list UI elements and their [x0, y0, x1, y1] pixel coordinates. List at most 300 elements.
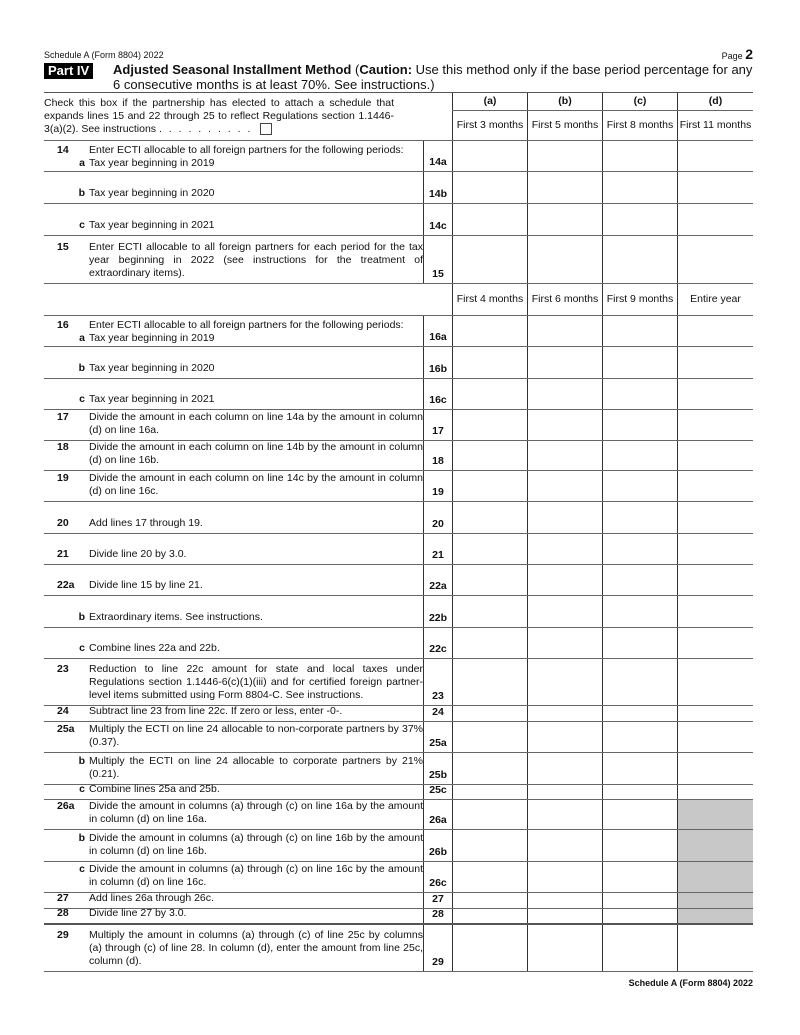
- amount-cell-c[interactable]: [602, 862, 677, 892]
- amount-cell-b[interactable]: [527, 659, 602, 705]
- line-description: Enter ECTI allocable to all foreign partners for each period for the tax year beginning in 2022 (see instructions for the treatment of extraordinary items).: [89, 241, 423, 279]
- line-number: [44, 832, 85, 858]
- amount-cell-d: [677, 800, 753, 829]
- amount-cell-d[interactable]: [677, 172, 753, 203]
- line-box-number: 28: [423, 909, 452, 923]
- line-description: Divide the amount in each column on line 14b by the amount in column (d) on line 16b.: [89, 441, 423, 466]
- table-row: [44, 502, 753, 534]
- table-row: [44, 596, 753, 628]
- page-num: 2: [745, 46, 753, 62]
- amount-cell-b[interactable]: [527, 925, 602, 971]
- table-row: [44, 441, 753, 471]
- line-description: Tax year beginning in 2020: [89, 362, 215, 374]
- row-label: [44, 830, 423, 861]
- amount-cell-d[interactable]: [677, 379, 753, 409]
- column-period: First 8 months: [602, 111, 677, 140]
- table-row: [44, 925, 753, 972]
- line-box-number: 22a: [423, 565, 452, 595]
- line-number: [44, 642, 85, 655]
- row-label: [44, 862, 423, 892]
- amount-cell-c[interactable]: [602, 925, 677, 971]
- amount-cell-c[interactable]: [602, 379, 677, 409]
- amount-cell-c[interactable]: [602, 659, 677, 705]
- line: [44, 907, 423, 920]
- row-label: [44, 347, 423, 378]
- line: [44, 783, 423, 796]
- line-number: [44, 907, 85, 920]
- amount-cell-b[interactable]: [527, 909, 602, 923]
- amount-cell-a[interactable]: [452, 347, 527, 378]
- amount-cell-a[interactable]: [452, 753, 527, 784]
- amount-cell-a[interactable]: [452, 204, 527, 235]
- line-box-number: 20: [423, 502, 452, 533]
- line-number-text: 23: [57, 663, 69, 675]
- row-label: [44, 596, 423, 627]
- amount-cell-a[interactable]: [452, 659, 527, 705]
- line-box-number: 26c: [423, 862, 452, 892]
- amount-cell-c[interactable]: [602, 706, 677, 721]
- line: [44, 755, 423, 781]
- line-description: Add lines 17 through 19.: [89, 517, 203, 529]
- form-name: Schedule A (Form 8804) 2022: [44, 50, 164, 60]
- line-number-text: 18: [57, 441, 69, 453]
- line-box-number: 25b: [423, 753, 452, 784]
- amount-cell-a[interactable]: [452, 722, 527, 752]
- line-number-text: 14: [57, 144, 69, 156]
- line-number-text: c: [79, 783, 85, 795]
- line-number-text: 15: [57, 241, 69, 253]
- amount-cell-d[interactable]: [677, 785, 753, 799]
- amount-cell-a[interactable]: [452, 830, 527, 861]
- row-label: [44, 706, 423, 721]
- line-description: Subtract line 23 from line 22c. If zero or less, enter -0-.: [89, 705, 343, 717]
- line-box-number: 25a: [423, 722, 452, 752]
- row-label: [44, 800, 423, 829]
- table-row: [44, 141, 753, 172]
- amount-cell-d[interactable]: [677, 502, 753, 533]
- line-number-text: c: [79, 642, 85, 654]
- amount-cell-a[interactable]: [452, 410, 527, 440]
- line-number: [44, 723, 85, 749]
- page-label: Page: [721, 51, 743, 61]
- amount-cell-c[interactable]: [602, 565, 677, 595]
- amount-cell-d[interactable]: [677, 565, 753, 595]
- row-label: [44, 172, 423, 203]
- line-number: [44, 863, 85, 889]
- line-description: Divide the amount in columns (a) through (c) on line 16b by the amount in column (d) on line 16b.: [89, 832, 423, 857]
- line-number: [44, 362, 85, 375]
- line: [44, 517, 423, 530]
- row-label: [44, 785, 423, 799]
- line-heading-text: Enter ECTI allocable to all foreign partners for the following periods:: [89, 144, 404, 156]
- table-row: [44, 722, 753, 753]
- amount-cell-b[interactable]: [527, 785, 602, 799]
- amount-cell-b[interactable]: [527, 800, 602, 829]
- line-description: Tax year beginning in 2021: [89, 219, 215, 231]
- column-period: First 5 months: [527, 111, 602, 140]
- rows: [44, 141, 753, 972]
- line-number-text: c: [79, 863, 85, 875]
- amount-cell-b[interactable]: [527, 534, 602, 564]
- amount-cell-d: [677, 830, 753, 861]
- line-number: [44, 548, 85, 561]
- line-description: Divide the amount in each column on line 14a by the amount in column (d) on line 16a.: [89, 411, 423, 436]
- table-row: [44, 753, 753, 785]
- line-number-text: c: [79, 219, 85, 231]
- amount-cell-b[interactable]: [527, 830, 602, 861]
- amount-cell-b[interactable]: [527, 379, 602, 409]
- line-heading: [44, 144, 423, 157]
- line-box-number: 27: [423, 893, 452, 908]
- worksheet-table: [44, 92, 753, 972]
- line-box-number: 23: [423, 659, 452, 705]
- amount-cell-b[interactable]: [527, 862, 602, 892]
- schedule-checkbox[interactable]: [260, 123, 272, 135]
- table-row: [44, 347, 753, 379]
- amount-cell-d[interactable]: [677, 925, 753, 971]
- line-description: Divide line 15 by line 21.: [89, 579, 203, 591]
- line-box-number: 26a: [423, 800, 452, 829]
- line-box-number: 14a: [423, 141, 452, 171]
- line-box-number: 22c: [423, 628, 452, 658]
- line: [44, 157, 423, 170]
- line-number-text: 26a: [57, 800, 75, 812]
- amount-cell-a[interactable]: [452, 925, 527, 971]
- amount-cell-b[interactable]: [527, 410, 602, 440]
- amount-cell-b[interactable]: [527, 722, 602, 752]
- line-box-number: 29: [423, 925, 452, 971]
- amount-cell-b[interactable]: [527, 565, 602, 595]
- amount-cell-d[interactable]: [677, 659, 753, 705]
- row-label: [44, 628, 423, 658]
- line-description: Add lines 26a through 26c.: [89, 892, 214, 904]
- line-box-number: 14c: [423, 204, 452, 235]
- line-number: [44, 705, 85, 718]
- row-label: [44, 534, 423, 564]
- amount-cell-d[interactable]: [677, 722, 753, 752]
- line-number-text: a: [79, 157, 85, 169]
- amount-cell-c[interactable]: [602, 893, 677, 908]
- line-number: [44, 411, 85, 437]
- amount-cell-c[interactable]: [602, 316, 677, 346]
- row-label: [44, 722, 423, 752]
- amount-cell-a[interactable]: [452, 596, 527, 627]
- line-number: [44, 332, 85, 345]
- amount-cell-d[interactable]: [677, 628, 753, 658]
- amount-cell-d[interactable]: [677, 441, 753, 470]
- line-number-text: 25a: [57, 723, 75, 735]
- table-row: [44, 909, 753, 925]
- line-number: [44, 579, 85, 592]
- amount-cell-c[interactable]: [602, 830, 677, 861]
- amount-cell-c[interactable]: [602, 204, 677, 235]
- row-label: [44, 441, 423, 470]
- amount-cell-a[interactable]: [452, 909, 527, 923]
- amount-cell-c[interactable]: [602, 172, 677, 203]
- caution-label: Caution:: [359, 62, 413, 77]
- amount-cell-d[interactable]: [677, 471, 753, 501]
- amount-cell-c[interactable]: [602, 596, 677, 627]
- table-row: [44, 628, 753, 659]
- line: [44, 187, 423, 200]
- amount-cell-d[interactable]: [677, 204, 753, 235]
- amount-cell-b[interactable]: [527, 893, 602, 908]
- table-row: [44, 471, 753, 502]
- line-number-text: 29: [57, 929, 69, 941]
- line-heading-text: Enter ECTI allocable to all foreign partners for the following periods:: [89, 319, 404, 331]
- line-description: Combine lines 22a and 22b.: [89, 642, 220, 654]
- line-number-text: c: [79, 393, 85, 405]
- line-number-text: 28: [57, 907, 69, 919]
- line: [44, 441, 423, 467]
- part-title-text: Adjusted Seasonal Installment Method: [113, 62, 352, 77]
- amount-cell-a[interactable]: [452, 172, 527, 203]
- amount-cell-d[interactable]: [677, 141, 753, 171]
- amount-cell-c[interactable]: [602, 502, 677, 533]
- line-number-text: b: [78, 832, 85, 844]
- line: [44, 411, 423, 437]
- line-number-text: 24: [57, 705, 69, 717]
- page-number: [722, 46, 753, 62]
- line-number: [44, 611, 85, 624]
- line-number: [44, 929, 85, 968]
- amount-cell-d[interactable]: [677, 347, 753, 378]
- column-letter: (a): [452, 93, 527, 110]
- row-label: [44, 909, 423, 923]
- line-box-number: 16b: [423, 347, 452, 378]
- column-period: First 9 months: [602, 284, 677, 315]
- row-label: [44, 471, 423, 501]
- amount-cell-c[interactable]: [602, 628, 677, 658]
- row-label: [44, 141, 423, 171]
- amount-cell-c[interactable]: [602, 800, 677, 829]
- amount-cell-b[interactable]: [527, 141, 602, 171]
- line-description: Combine lines 25a and 25b.: [89, 783, 220, 795]
- amount-cell-c[interactable]: [602, 753, 677, 784]
- line-box-number: 18: [423, 441, 452, 470]
- line: [44, 362, 423, 375]
- line-number-text: 22a: [57, 579, 75, 591]
- line-number-text: b: [78, 362, 85, 374]
- line-box-number: 21: [423, 534, 452, 564]
- amount-cell-c[interactable]: [602, 534, 677, 564]
- checkbox-text: [44, 97, 394, 136]
- line-description: Divide the amount in columns (a) through (c) on line 16c by the amount in column (d) on line 16c.: [89, 863, 423, 888]
- table-row: [44, 316, 753, 347]
- line: [44, 332, 423, 345]
- row-label: [44, 502, 423, 533]
- line: [44, 929, 423, 968]
- line-number-text: 21: [57, 548, 69, 560]
- line-box-number: 15: [423, 236, 452, 283]
- amount-cell-b[interactable]: [527, 204, 602, 235]
- line: [44, 832, 423, 858]
- amount-cell-c[interactable]: [602, 785, 677, 799]
- line-description: Multiply the ECTI on line 24 allocable to corporate partners by 21% (0.21).: [89, 755, 423, 780]
- table-row: [44, 830, 753, 862]
- amount-cell-a[interactable]: [452, 141, 527, 171]
- row-label: [44, 753, 423, 784]
- line-number-text: b: [78, 611, 85, 623]
- line: [44, 611, 423, 624]
- amount-cell-a[interactable]: [452, 628, 527, 658]
- amount-cell-b[interactable]: [527, 172, 602, 203]
- caution-text: Use this method only if the base period percentage for any 6 consecutive months is at least 70%. See instructions.): [113, 62, 753, 92]
- line-number: [44, 187, 85, 200]
- amount-cell-c[interactable]: [602, 441, 677, 470]
- line-box-number: 22b: [423, 596, 452, 627]
- row-label: [44, 565, 423, 595]
- line-description: Reduction to line 22c amount for state and local taxes under Regulations section 1.1446-6(c)(1)(iii) and for certified foreign partner-level items submitted using Form 8804-C. See instructions.: [89, 663, 423, 701]
- part-label: Part IV: [44, 63, 93, 79]
- line-number: [44, 441, 85, 467]
- amount-cell-b[interactable]: [527, 347, 602, 378]
- line-description: Tax year beginning in 2019: [89, 157, 215, 169]
- column-header-row: [44, 93, 753, 141]
- line-box-number: 16a: [423, 316, 452, 346]
- line: [44, 892, 423, 905]
- amount-cell-a[interactable]: [452, 236, 527, 283]
- amount-cell-c[interactable]: [602, 471, 677, 501]
- amount-cell-a[interactable]: [452, 441, 527, 470]
- amount-cell-a[interactable]: [452, 565, 527, 595]
- line-box-number: 25c: [423, 785, 452, 799]
- line-box-number: 26b: [423, 830, 452, 861]
- amount-cell-b[interactable]: [527, 316, 602, 346]
- amount-cell-b[interactable]: [527, 753, 602, 784]
- table-row: [44, 236, 753, 284]
- amount-cell-a[interactable]: [452, 502, 527, 533]
- amount-cell-b[interactable]: [527, 441, 602, 470]
- column-letter: (b): [527, 93, 602, 110]
- amount-cell-d[interactable]: [677, 753, 753, 784]
- row-label: [44, 925, 423, 971]
- amount-cell-c[interactable]: [602, 236, 677, 283]
- amount-cell-d: [677, 862, 753, 892]
- amount-cell-d: [677, 909, 753, 923]
- line-number: [44, 892, 85, 905]
- amount-cell-a[interactable]: [452, 379, 527, 409]
- table-row: [44, 659, 753, 706]
- amount-cell-d[interactable]: [677, 236, 753, 283]
- amount-cell-c[interactable]: [602, 410, 677, 440]
- line-description: Tax year beginning in 2021: [89, 393, 215, 405]
- amount-cell-a[interactable]: [452, 316, 527, 346]
- line-number: [44, 241, 85, 280]
- line-box-number: 14b: [423, 172, 452, 203]
- table-row: [44, 410, 753, 441]
- line: [44, 705, 423, 718]
- column-headers: [452, 93, 753, 140]
- line: [44, 219, 423, 232]
- line-description: Divide the amount in columns (a) through (c) on line 16a by the amount in column (d) on line 16a.: [89, 800, 423, 825]
- line-number: [44, 783, 85, 796]
- line-number-text: a: [79, 332, 85, 344]
- amount-cell-a[interactable]: [452, 800, 527, 829]
- line-heading: [44, 319, 423, 332]
- table-row: [44, 862, 753, 893]
- amount-cell-b[interactable]: [527, 471, 602, 501]
- table-row: [44, 800, 753, 830]
- amount-cell-c[interactable]: [602, 141, 677, 171]
- blank-label: [44, 284, 452, 315]
- amount-cell-d[interactable]: [677, 596, 753, 627]
- line-number: [44, 319, 85, 332]
- amount-cell-b[interactable]: [527, 502, 602, 533]
- row-label: [44, 659, 423, 705]
- line-number-text: 16: [57, 319, 69, 331]
- column-period: First 3 months: [452, 111, 527, 140]
- line: [44, 393, 423, 406]
- amount-cell-a[interactable]: [452, 534, 527, 564]
- amount-cell-d[interactable]: [677, 534, 753, 564]
- line: [44, 472, 423, 498]
- amount-cell-b[interactable]: [527, 628, 602, 658]
- amount-cell-a[interactable]: [452, 785, 527, 799]
- footer-form-name: Schedule A (Form 8804) 2022: [628, 978, 753, 988]
- amount-cell-b[interactable]: [527, 596, 602, 627]
- line: [44, 800, 423, 826]
- amount-cell-d[interactable]: [677, 316, 753, 346]
- line-box-number: 24: [423, 706, 452, 721]
- amount-cell-a[interactable]: [452, 893, 527, 908]
- line-description: Tax year beginning in 2019: [89, 332, 215, 344]
- line-description: Multiply the ECTI on line 24 allocable to non-corporate partners by 37% (0.37).: [89, 723, 423, 748]
- row-label: [44, 893, 423, 908]
- amount-cell-a[interactable]: [452, 706, 527, 721]
- line-number-text: b: [78, 755, 85, 767]
- line: [44, 642, 423, 655]
- row-label: [44, 410, 423, 440]
- line-number-text: 17: [57, 411, 69, 423]
- line: [44, 723, 423, 749]
- line-box-number: 19: [423, 471, 452, 501]
- line-number-text: 27: [57, 892, 69, 904]
- amount-cell-c[interactable]: [602, 909, 677, 923]
- amount-cell-c[interactable]: [602, 347, 677, 378]
- line-number: [44, 755, 85, 781]
- line: [44, 663, 423, 702]
- amount-cell-c[interactable]: [602, 722, 677, 752]
- amount-cell-b[interactable]: [527, 706, 602, 721]
- line-description: Extraordinary items. See instructions.: [89, 611, 263, 623]
- line-box-number: 16c: [423, 379, 452, 409]
- line-box-number: 17: [423, 410, 452, 440]
- line-number-text: 19: [57, 472, 69, 484]
- amount-cell-a[interactable]: [452, 862, 527, 892]
- line-description: Divide the amount in each column on line 14c by the amount in column (d) on line 16c.: [89, 472, 423, 497]
- column-period: First 6 months: [527, 284, 602, 315]
- row-label: [44, 236, 423, 283]
- amount-cell-d[interactable]: [677, 706, 753, 721]
- column-letter: (c): [602, 93, 677, 110]
- table-row: [44, 534, 753, 565]
- column-period: First 11 months: [677, 111, 753, 140]
- line-number: [44, 663, 85, 702]
- line-description: Divide line 27 by 3.0.: [89, 907, 187, 919]
- row-label: [44, 316, 423, 346]
- amount-cell-b[interactable]: [527, 236, 602, 283]
- leader-dots: . . . . . . . . . .: [158, 123, 253, 135]
- table-row: [44, 172, 753, 204]
- line-number: [44, 144, 85, 157]
- column-header-row-2: [44, 284, 753, 316]
- amount-cell-d[interactable]: [677, 410, 753, 440]
- checkbox-description: Check this box if the partnership has elected to attach a schedule that expands lines 15 and 22 through 25 to reflect Regulations section 1.1446-3(a)(2). See instructions: [44, 97, 394, 135]
- line-number-text: 20: [57, 517, 69, 529]
- amount-cell-a[interactable]: [452, 471, 527, 501]
- table-row: [44, 565, 753, 596]
